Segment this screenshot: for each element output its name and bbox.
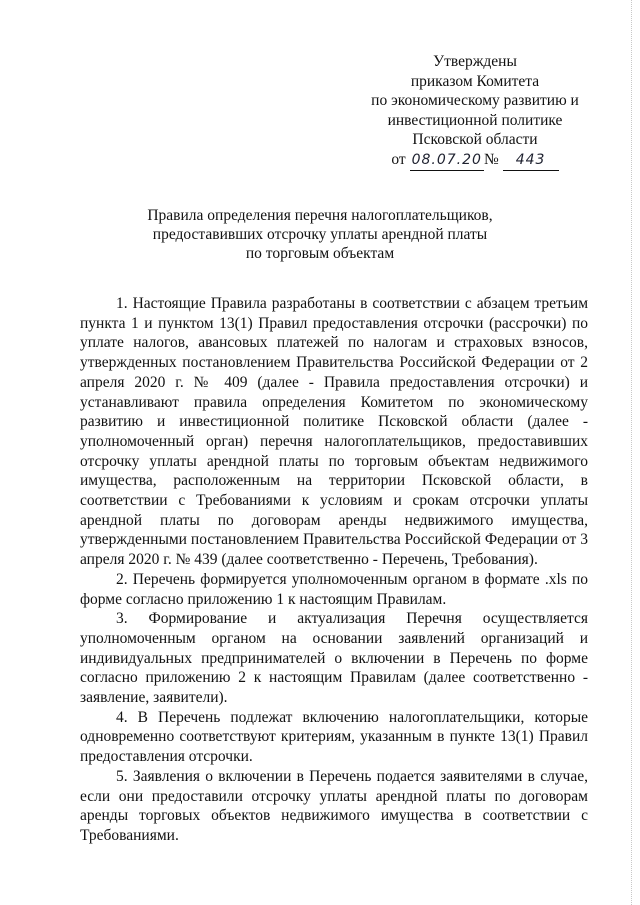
- document-body: [80, 294, 588, 846]
- order-number-label: №: [483, 150, 499, 168]
- paragraph-3: 3. Формирование и актуализация Перечня осуществляется уполномоченным органом на основании заявлений организаций и индивидуальных предпринимателей о включении в Перечень по форме согласно приложению 2 к настоящим Правилам (далее соответственно - заявление, заявители).: [80, 610, 588, 707]
- title-line: предоставивших отсрочку уплаты арендной платы: [152, 226, 488, 243]
- approval-line: Псковской области: [412, 131, 538, 148]
- approval-line: по экономическому развитию и: [371, 92, 579, 109]
- title-line: по торговым объектам: [245, 245, 395, 262]
- order-reference: [350, 150, 600, 172]
- paragraph-5: 5. Заявления о включении в Перечень подается заявителями в случае, если они предоставили отсрочку уплаты арендной платы по договорам аренды торговых объектов недвижимого имущества в соответствии с Требованиями.: [80, 767, 588, 844]
- paragraph-2: 2. Перечень формируется уполномоченным органом в формате .xls по форме согласно приложению 1 к настоящим Правилам.: [80, 570, 588, 608]
- scan-edge-marks: [628, 0, 632, 905]
- order-date-handwritten: 08.07.20: [410, 151, 484, 172]
- approval-line: приказом Комитета: [410, 72, 540, 90]
- paragraph-1: 1. Настоящие Правила разработаны в соответствии с абзацем третьим пункта 1 и пунктом 13(1) Правил предоставления отсрочки (рассрочки) по уплате налогов, авансовых платежей по налогам и страховых взносов, утвержденных постановлением Правительства Российской Федерации от 2 апреля 2020 г. № 409 (далее - Правила предоставления отсрочки) и устанавливают правила определения Комитетом по экономическому развитию и инвестиционной политике Псковской области (далее - уполномоченный орган) перечня налогоплательщиков, предоставивших отсрочку уплаты арендной платы по торговым объектам недвижимого имущества, расположенным на территории Псковской области, в соответствии с Требованиями к условиям и срокам отсрочки уплаты арендной платы по договорам аренды недвижимого имущества, утвержденными постановлением Правительства Российской Федерации от 3 апреля 2020 г. № 439 (далее соответственно - Перечень, Требования).: [80, 295, 588, 569]
- approval-line: инвестиционной политике: [387, 111, 563, 129]
- order-prefix: от: [391, 150, 406, 168]
- paragraph-4: 4. В Перечень подлежат включению налогоплательщики, которые одновременно соответствуют критериям, указанным в пункте 13(1) Правил предоставления отсрочки.: [80, 708, 588, 766]
- order-number-handwritten: 443: [503, 151, 559, 172]
- approval-line: Утверждены: [433, 53, 517, 70]
- title-line: Правила определения перечня налогоплательщиков,: [147, 207, 493, 224]
- document-title: [90, 206, 550, 263]
- approval-block: [350, 52, 600, 171]
